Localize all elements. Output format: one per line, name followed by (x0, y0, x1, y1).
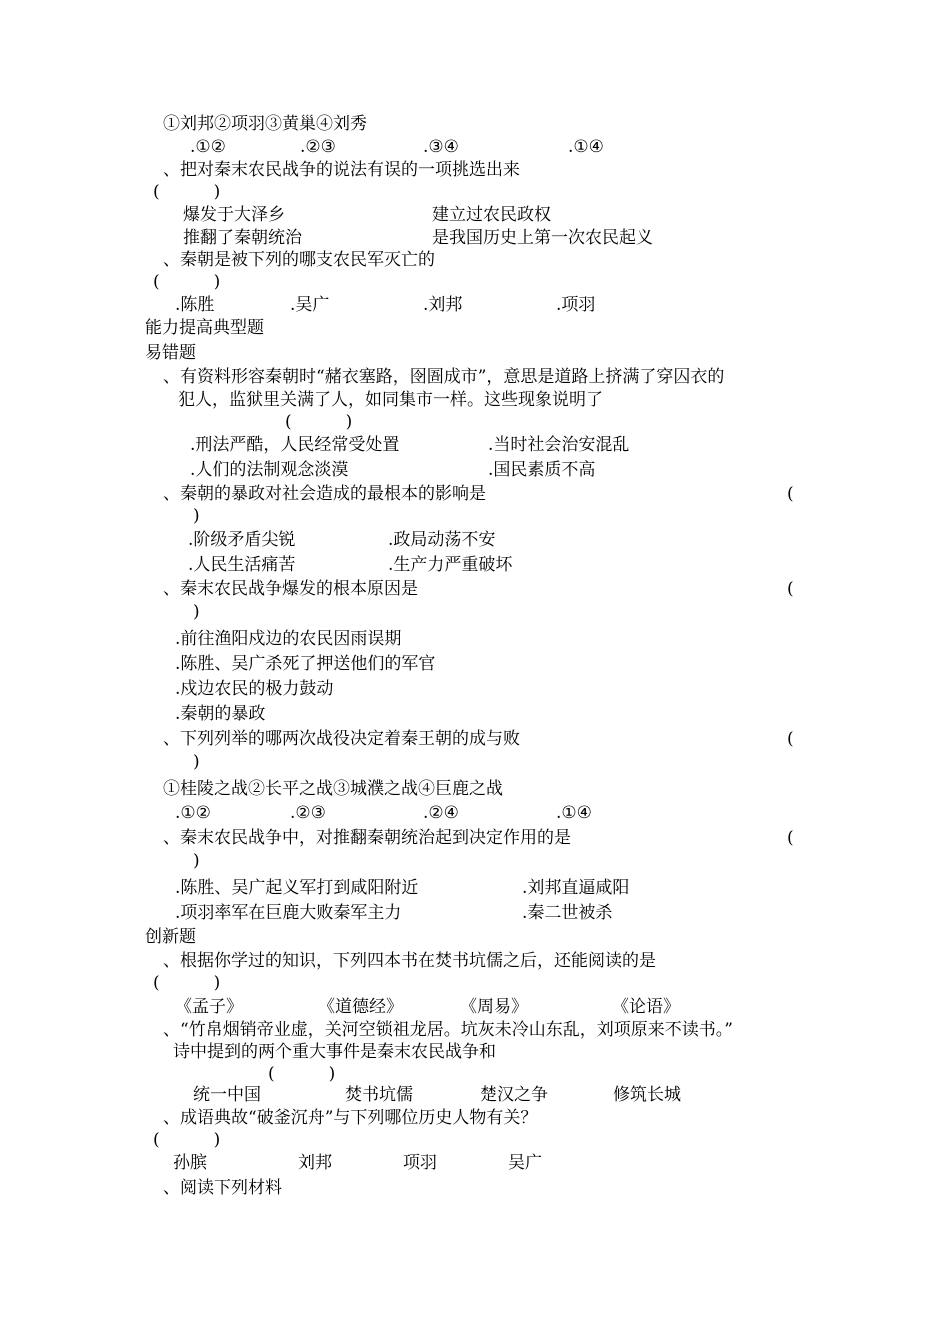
choice-a: .刑法严酷，人民经常受处置 (190, 435, 400, 455)
question-text: 、秦朝是被下列的哪支农民军灭亡的 (163, 250, 435, 270)
section-heading: 易错题 (145, 343, 196, 363)
option-list: ①刘邦②项羽③黄巢④刘秀 (163, 114, 367, 134)
choice-c: 楚汉之争 (480, 1085, 548, 1105)
question-text: 、把对秦末农民战争的说法有误的一项挑选出来 (163, 160, 520, 180)
answer-blank: ) (193, 752, 200, 772)
answer-blank: ( ) (285, 412, 353, 432)
choice-d: .国民素质不高 (488, 460, 596, 480)
answer-blank: ) (193, 506, 200, 526)
choice-a: 爆发于大泽乡 (183, 205, 285, 225)
question-text: 、秦末农民战争爆发的根本原因是 (163, 579, 418, 599)
choice-b: 刘邦 (298, 1153, 332, 1173)
choice-d: 《论语》 (612, 997, 680, 1017)
choice-a: .陈胜 (175, 295, 215, 315)
choice-a: .①② (190, 137, 226, 157)
answer-blank: ( ) (153, 182, 221, 202)
choice-d: 是我国历史上第一次农民起义 (432, 228, 653, 248)
choice-c: 《周易》 (460, 997, 528, 1017)
answer-blank: ) (193, 602, 200, 622)
choice-b: 建立过农民政权 (432, 205, 551, 225)
choice-d: .秦二世被杀 (522, 903, 613, 923)
question-text: 、秦末农民战争中，对推翻秦朝统治起到决定作用的是 (163, 828, 571, 848)
choice-c: .项羽率军在巨鹿大败秦军主力 (175, 903, 402, 923)
choice-c: .戍边农民的极力鼓动 (175, 679, 334, 699)
choice-b: 《道德经》 (318, 997, 403, 1017)
choice-c: .③④ (423, 137, 459, 157)
answer-blank: ( (787, 484, 794, 504)
answer-blank: ( ) (153, 973, 221, 993)
question-text: 、根据你学过的知识，下列四本书在焚书坑儒之后，还能阅读的是 (163, 951, 656, 971)
question-text: 诗中提到的两个重大事件是秦末农民战争和 (173, 1042, 496, 1062)
option-list: ①桂陵之战②长平之战③城濮之战④巨鹿之战 (163, 779, 503, 799)
choice-b: .政局动荡不安 (388, 530, 496, 550)
choice-b: 焚书坑儒 (345, 1085, 413, 1105)
choice-b: .②③ (290, 803, 326, 823)
choice-d: 吴广 (508, 1153, 542, 1173)
choice-b: .吴广 (290, 295, 330, 315)
choice-a: .陈胜、吴广起义军打到咸阳附近 (175, 878, 419, 898)
choice-a: .前往渔阳戍边的农民因雨误期 (175, 629, 402, 649)
choice-d: .生产力严重破坏 (388, 555, 513, 575)
choice-d: .秦朝的暴政 (175, 704, 266, 724)
choice-b: .刘邦直逼咸阳 (522, 878, 630, 898)
section-heading: 能力提高典型题 (145, 318, 264, 338)
answer-blank: ( ) (153, 272, 221, 292)
section-heading: 创新题 (145, 927, 196, 947)
answer-blank: ( (787, 729, 794, 749)
choice-d: .①④ (568, 137, 604, 157)
choice-c: .人民生活痛苦 (188, 555, 296, 575)
answer-blank: ( (787, 828, 794, 848)
choice-a: 统一中国 (193, 1085, 261, 1105)
choice-a: .阶级矛盾尖锐 (188, 530, 296, 550)
choice-b: .②③ (300, 137, 336, 157)
choice-b: .陈胜、吴广杀死了押送他们的军官 (175, 654, 436, 674)
choice-d: .项羽 (556, 295, 596, 315)
choice-b: .当时社会治安混乱 (488, 435, 630, 455)
choice-d: 修筑长城 (613, 1085, 681, 1105)
answer-blank: ( (787, 579, 794, 599)
answer-blank: ) (193, 851, 200, 871)
answer-blank: ( ) (153, 1130, 221, 1150)
question-text: 、成语典故“破釜沉舟”与下列哪位历史人物有关？ (163, 1108, 538, 1128)
choice-c: 项羽 (403, 1153, 437, 1173)
choice-a: 《孟子》 (175, 997, 243, 1017)
choice-c: .人们的法制观念淡漠 (190, 460, 349, 480)
question-text: 、有资料形容秦朝时“赭衣塞路，囹圄成市”，意思是道路上挤满了穿囚衣的 (163, 367, 725, 387)
choice-c: .刘邦 (423, 295, 463, 315)
choice-a: .①② (175, 803, 211, 823)
question-text: 、“竹帛烟销帝业虚，关河空锁祖龙居。坑灰未冷山东乱，刘项原来不读书。” (163, 1020, 733, 1040)
choice-a: 孙膑 (173, 1153, 207, 1173)
question-text: 、阅读下列材料 (163, 1178, 282, 1198)
choice-d: .①④ (556, 803, 592, 823)
choice-c: .②④ (423, 803, 459, 823)
answer-blank: ( ) (268, 1064, 336, 1084)
choice-c: 推翻了秦朝统治 (183, 228, 302, 248)
question-text: 、下列列举的哪两次战役决定着秦王朝的成与败 (163, 729, 520, 749)
question-text: 犯人，监狱里关满了人，如同集市一样。这些现象说明了 (178, 390, 603, 410)
question-text: 、秦朝的暴政对社会造成的最根本的影响是 (163, 484, 486, 504)
